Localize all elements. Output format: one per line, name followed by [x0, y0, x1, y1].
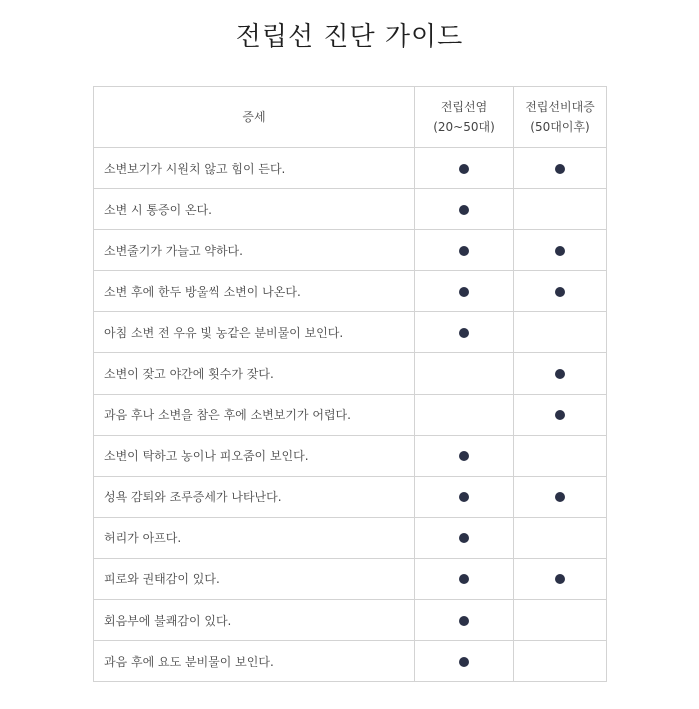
bullet-dot-icon [459, 533, 469, 543]
bullet-dot-icon [555, 164, 565, 174]
bullet-dot-icon [555, 574, 565, 584]
table-row [94, 517, 607, 558]
bullet-dot-icon [555, 492, 565, 502]
prostatitis-mark-cell [415, 189, 514, 230]
bph-mark-cell [514, 600, 607, 641]
prostatitis-mark-cell [415, 312, 514, 353]
table-row [94, 600, 607, 641]
bullet-dot-icon [555, 287, 565, 297]
bph-mark-cell [514, 476, 607, 517]
table-row [94, 148, 607, 189]
symptom-cell: 과음 후에 요도 분비물이 보인다. [94, 641, 415, 682]
symptom-cell: 성욕 감퇴와 조루증세가 나타난다. [94, 476, 415, 517]
header-symptom: 증세 [94, 87, 415, 148]
table-row [94, 558, 607, 599]
prostatitis-mark-cell [415, 517, 514, 558]
symptom-cell: 과음 후나 소변을 참은 후에 소변보기가 어렵다. [94, 394, 415, 435]
prostatitis-mark-cell [415, 148, 514, 189]
bph-mark-cell [514, 558, 607, 599]
bullet-dot-icon [459, 328, 469, 338]
table-row [94, 230, 607, 271]
header-prostatitis [415, 87, 514, 148]
header-bph [514, 87, 607, 148]
header-bph-age: (50대이후) [530, 120, 590, 134]
page-title: 전립선 진단 가이드 [235, 22, 464, 52]
symptom-cell: 소변줄기가 가늘고 약하다. [94, 230, 415, 271]
bullet-dot-icon [459, 246, 469, 256]
bullet-dot-icon [459, 657, 469, 667]
bph-mark-cell [514, 230, 607, 271]
bph-mark-cell [514, 517, 607, 558]
table-header-row [94, 87, 607, 148]
bullet-dot-icon [459, 492, 469, 502]
prostatitis-mark-cell [415, 476, 514, 517]
table-row [94, 353, 607, 394]
bullet-dot-icon [459, 616, 469, 626]
prostatitis-mark-cell [415, 353, 514, 394]
prostatitis-mark-cell [415, 271, 514, 312]
prostatitis-mark-cell [415, 641, 514, 682]
bph-mark-cell [514, 641, 607, 682]
bullet-dot-icon [459, 574, 469, 584]
bph-mark-cell [514, 435, 607, 476]
prostatitis-mark-cell [415, 394, 514, 435]
header-prostatitis-age: (20~50대) [433, 120, 495, 134]
bph-mark-cell [514, 394, 607, 435]
bullet-dot-icon [555, 369, 565, 379]
prostatitis-mark-cell [415, 435, 514, 476]
bph-mark-cell [514, 189, 607, 230]
bullet-dot-icon [459, 164, 469, 174]
header-bph-name: 전립선비대증 [525, 100, 595, 114]
symptom-cell: 소변이 탁하고 농이나 피오줌이 보인다. [94, 435, 415, 476]
prostatitis-mark-cell [415, 558, 514, 599]
table-body [94, 148, 607, 682]
table-row [94, 312, 607, 353]
prostatitis-mark-cell [415, 230, 514, 271]
table-row [94, 394, 607, 435]
symptom-cell: 아침 소변 전 우유 빛 농같은 분비물이 보인다. [94, 312, 415, 353]
table-row [94, 476, 607, 517]
bullet-dot-icon [555, 246, 565, 256]
table-row [94, 641, 607, 682]
table-row [94, 189, 607, 230]
bullet-dot-icon [555, 410, 565, 420]
table-row [94, 435, 607, 476]
bph-mark-cell [514, 312, 607, 353]
symptom-cell: 허리가 아프다. [94, 517, 415, 558]
symptom-cell: 소변이 잦고 야간에 횟수가 잦다. [94, 353, 415, 394]
bullet-dot-icon [459, 205, 469, 215]
symptom-cell: 소변보기가 시원치 않고 힘이 든다. [94, 148, 415, 189]
bullet-dot-icon [459, 451, 469, 461]
bph-mark-cell [514, 148, 607, 189]
symptom-cell: 회음부에 불쾌감이 있다. [94, 600, 415, 641]
header-prostatitis-name: 전립선염 [440, 100, 488, 114]
symptom-cell: 소변 시 통증이 온다. [94, 189, 415, 230]
symptom-cell: 피로와 권태감이 있다. [94, 558, 415, 599]
bph-mark-cell [514, 271, 607, 312]
prostatitis-mark-cell [415, 600, 514, 641]
symptom-cell: 소변 후에 한두 방울씩 소변이 나온다. [94, 271, 415, 312]
diagnosis-table [93, 86, 607, 682]
bullet-dot-icon [459, 287, 469, 297]
bph-mark-cell [514, 353, 607, 394]
table-row [94, 271, 607, 312]
